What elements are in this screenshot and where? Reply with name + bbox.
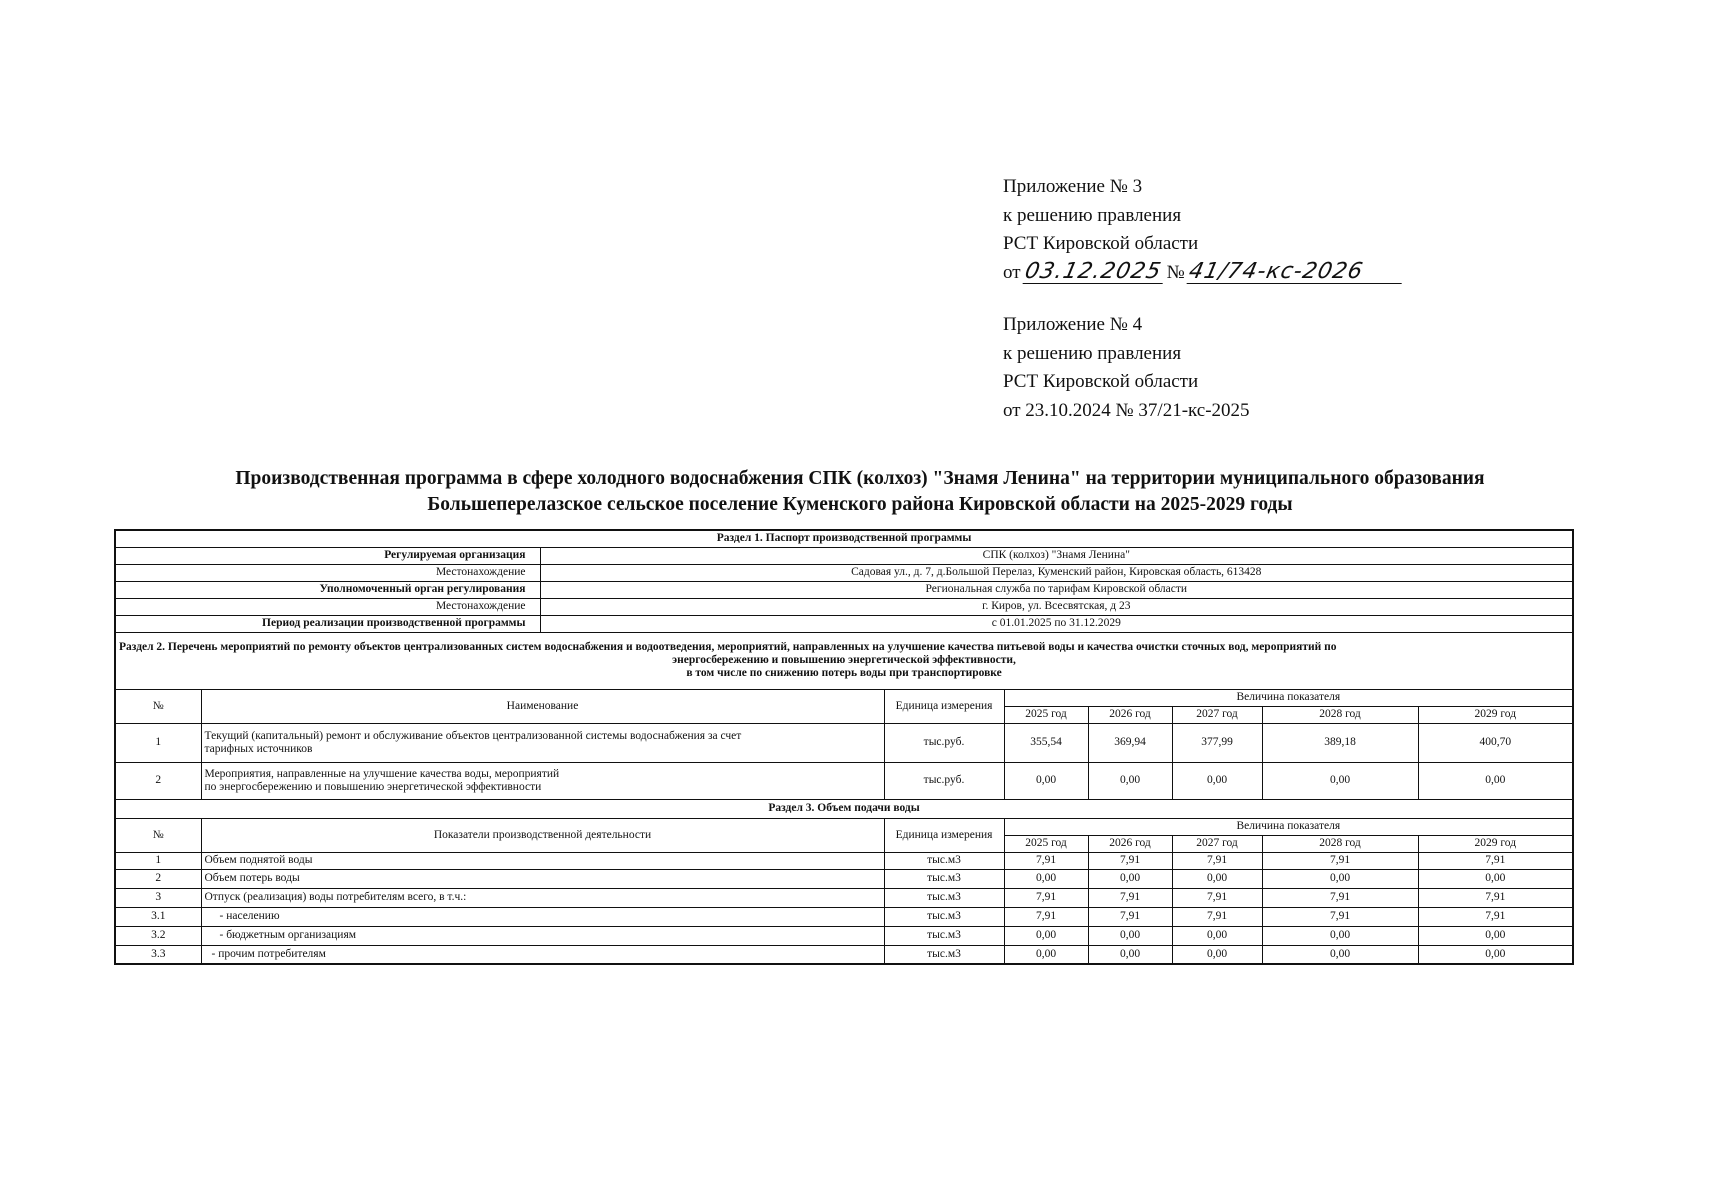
appendix-4-block: [1003, 311, 1250, 425]
row-value: 7,91: [1172, 852, 1262, 869]
row-num: 3.3: [115, 945, 201, 964]
row-name: - прочим потребителям: [201, 945, 884, 964]
row-value: 355,54: [1004, 723, 1088, 762]
row-value: 377,99: [1172, 723, 1262, 762]
appendix-3-date-line: [1003, 259, 1404, 288]
row-value: 7,91: [1004, 907, 1088, 926]
year-header: 2029 год: [1418, 835, 1573, 852]
col-unit-header: Единица измерения: [884, 689, 1004, 723]
year-header: 2027 год: [1172, 835, 1262, 852]
row-name: Объем поднятой воды: [201, 852, 884, 869]
passport-label: Регулируемая организация: [115, 547, 540, 564]
table-row: [115, 907, 1573, 926]
section2-heading-line2: энергосбережению и повышению энергетической эффективности,: [672, 654, 1016, 666]
passport-row: [115, 615, 1573, 632]
row-value: 7,91: [1088, 888, 1172, 907]
col-value-header: Величина показателя: [1004, 818, 1573, 835]
row-value: 0,00: [1004, 945, 1088, 964]
appendix-3-prefix: от: [1003, 261, 1021, 283]
row-num: 3.1: [115, 907, 201, 926]
year-header: 2026 год: [1088, 835, 1172, 852]
row-value: 389,18: [1262, 723, 1418, 762]
row-value: 0,00: [1418, 869, 1573, 888]
row-unit: тыс.м3: [884, 907, 1004, 926]
table-row: [115, 869, 1573, 888]
row-value: 7,91: [1262, 888, 1418, 907]
row-value: 400,70: [1418, 723, 1573, 762]
passport-value: Садовая ул., д. 7, д.Большой Перелаз, Куменский район, Кировская область, 613428: [540, 564, 1573, 581]
row-value: 0,00: [1004, 869, 1088, 888]
row-value: 0,00: [1088, 926, 1172, 945]
row-num: 3: [115, 888, 201, 907]
row-value: 0,00: [1262, 926, 1418, 945]
table-row: [115, 723, 1573, 762]
row-unit: тыс.м3: [884, 888, 1004, 907]
year-header: 2028 год: [1262, 706, 1418, 723]
col-name-header: Наименование: [201, 689, 884, 723]
row-name-line1: Мероприятия, направленные на улучшение качества воды, мероприятий: [204, 767, 560, 780]
table-row: [115, 888, 1573, 907]
passport-label: Местонахождение: [115, 598, 540, 615]
appendix-4-line4: от 23.10.2024 № 37/21-кс-2025: [1003, 399, 1250, 421]
row-value: 369,94: [1088, 723, 1172, 762]
table-row: [115, 926, 1573, 945]
row-value: 0,00: [1088, 762, 1172, 799]
row-name: - бюджетным организациям: [201, 926, 884, 945]
row-value: 0,00: [1262, 762, 1418, 799]
section2-heading-line1: Раздел 2. Перечень мероприятий по ремонту объектов централизованных систем водоснабжения и водоотведения, мероприятий, направленных на улучшение качества питьевой воды и качества очистки сточных вод, мероприятий по: [119, 641, 1337, 653]
row-value: 0,00: [1172, 869, 1262, 888]
year-header: 2027 год: [1172, 706, 1262, 723]
row-value: 7,91: [1418, 907, 1573, 926]
row-value: 7,91: [1004, 852, 1088, 869]
row-value: 0,00: [1004, 762, 1088, 799]
row-name-line2: тарифных источников: [204, 742, 313, 755]
appendix-3-title: Приложение № 3: [1003, 176, 1143, 197]
row-unit: тыс.м3: [884, 852, 1004, 869]
row-name: - населению: [201, 907, 884, 926]
row-unit: тыс.м3: [884, 945, 1004, 964]
row-value: 0,00: [1088, 945, 1172, 964]
year-header: 2025 год: [1004, 706, 1088, 723]
passport-value: с 01.01.2025 по 31.12.2029: [540, 615, 1573, 632]
row-name: Отпуск (реализация) воды потребителям всего, в т.ч.:: [201, 888, 884, 907]
document-title-line2: Большеперелазское сельское поселение Куменского района Кировской области на 2025-2029 годы: [427, 494, 1293, 515]
row-name-line2: по энергосбережению и повышению энергетической эффективности: [204, 780, 542, 793]
row-value: 0,00: [1262, 869, 1418, 888]
row-value: 7,91: [1418, 852, 1573, 869]
row-num: 1: [115, 723, 201, 762]
section2-heading-row: [115, 632, 1573, 689]
passport-value: Региональная служба по тарифам Кировской области: [540, 581, 1573, 598]
row-value: 0,00: [1262, 945, 1418, 964]
document-title: [120, 466, 1600, 518]
section1-heading-row: [115, 530, 1573, 547]
passport-value: СПК (колхоз) "Знамя Ленина": [540, 547, 1573, 564]
year-header: 2025 год: [1004, 835, 1088, 852]
appendix-3-line3: РСТ Кировской области: [1003, 233, 1199, 254]
section1-heading: Раздел 1. Паспорт производственной программы: [115, 530, 1573, 547]
section3-header-row: [115, 818, 1573, 835]
passport-row: [115, 564, 1573, 581]
year-header: 2029 год: [1418, 706, 1573, 723]
production-program-table: [114, 529, 1574, 965]
col-name-header: Показатели производственной деятельности: [201, 818, 884, 852]
row-name: [201, 723, 884, 762]
row-num: 2: [115, 762, 201, 799]
passport-label: Период реализации производственной программы: [115, 615, 540, 632]
row-value: 0,00: [1172, 945, 1262, 964]
passport-row: [115, 547, 1573, 564]
row-value: 0,00: [1418, 762, 1573, 799]
row-num: 3.2: [115, 926, 201, 945]
row-value: 7,91: [1172, 907, 1262, 926]
row-num: 2: [115, 869, 201, 888]
row-value: 7,91: [1262, 852, 1418, 869]
row-value: 0,00: [1088, 869, 1172, 888]
appendix-3-block: [1003, 173, 1404, 287]
table-row: [115, 762, 1573, 799]
table-row: [115, 945, 1573, 964]
year-header: 2028 год: [1262, 835, 1418, 852]
passport-row: [115, 581, 1573, 598]
row-unit: тыс.руб.: [884, 723, 1004, 762]
section2-heading: [115, 632, 1573, 689]
row-name-line1: Текущий (капитальный) ремонт и обслуживание объектов централизованной системы водоснабжения за счет: [204, 729, 742, 742]
passport-row: [115, 598, 1573, 615]
section2-header-row: [115, 689, 1573, 706]
appendix-3-line2: к решению правления: [1003, 204, 1182, 226]
row-value: 7,91: [1004, 888, 1088, 907]
row-value: 7,91: [1418, 888, 1573, 907]
appendix-4-line2: к решению правления: [1003, 342, 1182, 364]
row-value: 0,00: [1004, 926, 1088, 945]
row-value: 0,00: [1172, 762, 1262, 799]
appendix-4-line3: РСТ Кировской области: [1003, 371, 1199, 392]
handwritten-number: 41/74-кс-2026: [1186, 261, 1406, 284]
row-value: 7,91: [1088, 907, 1172, 926]
appendix-4-title: Приложение № 4: [1003, 314, 1143, 335]
row-unit: тыс.руб.: [884, 762, 1004, 799]
row-num: 1: [115, 852, 201, 869]
section3-heading: Раздел 3. Объем подачи воды: [115, 799, 1573, 818]
row-value: 0,00: [1418, 926, 1573, 945]
section3-heading-row: [115, 799, 1573, 818]
row-value: 0,00: [1418, 945, 1573, 964]
row-unit: тыс.м3: [884, 869, 1004, 888]
year-header: 2026 год: [1088, 706, 1172, 723]
handwritten-date: 03.12.2025: [1022, 261, 1167, 284]
number-sign: №: [1166, 261, 1185, 283]
col-unit-header: Единица измерения: [884, 818, 1004, 852]
passport-label: Местонахождение: [115, 564, 540, 581]
row-unit: тыс.м3: [884, 926, 1004, 945]
row-name: [201, 762, 884, 799]
col-value-header: Величина показателя: [1004, 689, 1573, 706]
section2-heading-line3: в том числе по снижению потерь воды при транспортировке: [686, 667, 1002, 679]
passport-value: г. Киров, ул. Всесвятская, д 23: [540, 598, 1573, 615]
row-value: 0,00: [1172, 926, 1262, 945]
row-value: 7,91: [1088, 852, 1172, 869]
col-num-header: №: [115, 689, 201, 723]
table-row: [115, 852, 1573, 869]
col-num-header: №: [115, 818, 201, 852]
passport-label: Уполномоченный орган регулирования: [115, 581, 540, 598]
row-value: 7,91: [1172, 888, 1262, 907]
row-name: Объем потерь воды: [201, 869, 884, 888]
document-title-line1: Производственная программа в сфере холодного водоснабжения СПК (колхоз) "Знамя Ленина" на территории муниципального образования: [235, 468, 1485, 489]
row-value: 7,91: [1262, 907, 1418, 926]
